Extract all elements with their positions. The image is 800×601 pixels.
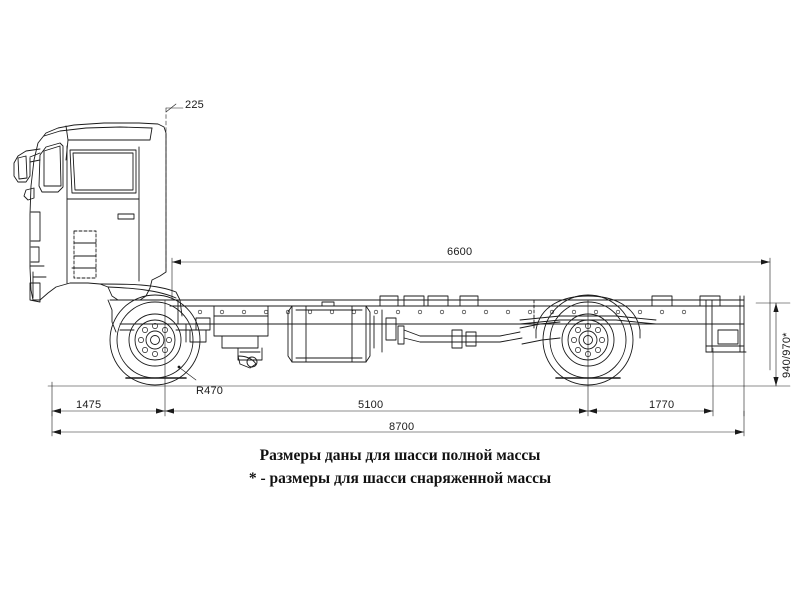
frame-rails [170,296,746,352]
dimension-label-cab-height-offset: 225 [185,99,204,111]
caption-line-2: * - размеры для шасси снаряженной массы [248,470,552,487]
cab-outline [14,123,166,302]
dimension-label-frame-height: 940/970* [781,332,793,378]
dimension-label-rear-overhang: 1770 [649,399,675,411]
front-wheel [110,295,200,385]
dimension-label-front-overhang: 1475 [76,399,102,411]
dimension-label-overall-length: 8700 [389,421,415,433]
caption-line-1: Размеры даны для шасси полной массы [259,447,541,464]
dimension-lines [48,104,790,436]
dimension-label-frame-length: 6600 [447,246,473,258]
dimension-label-turn-radius: R470 [196,385,224,397]
battery-box [214,306,268,368]
fuel-tank [288,302,370,362]
frame-brackets [380,296,720,306]
caption-block [0,444,800,490]
dimension-label-wheelbase: 5100 [358,399,384,411]
